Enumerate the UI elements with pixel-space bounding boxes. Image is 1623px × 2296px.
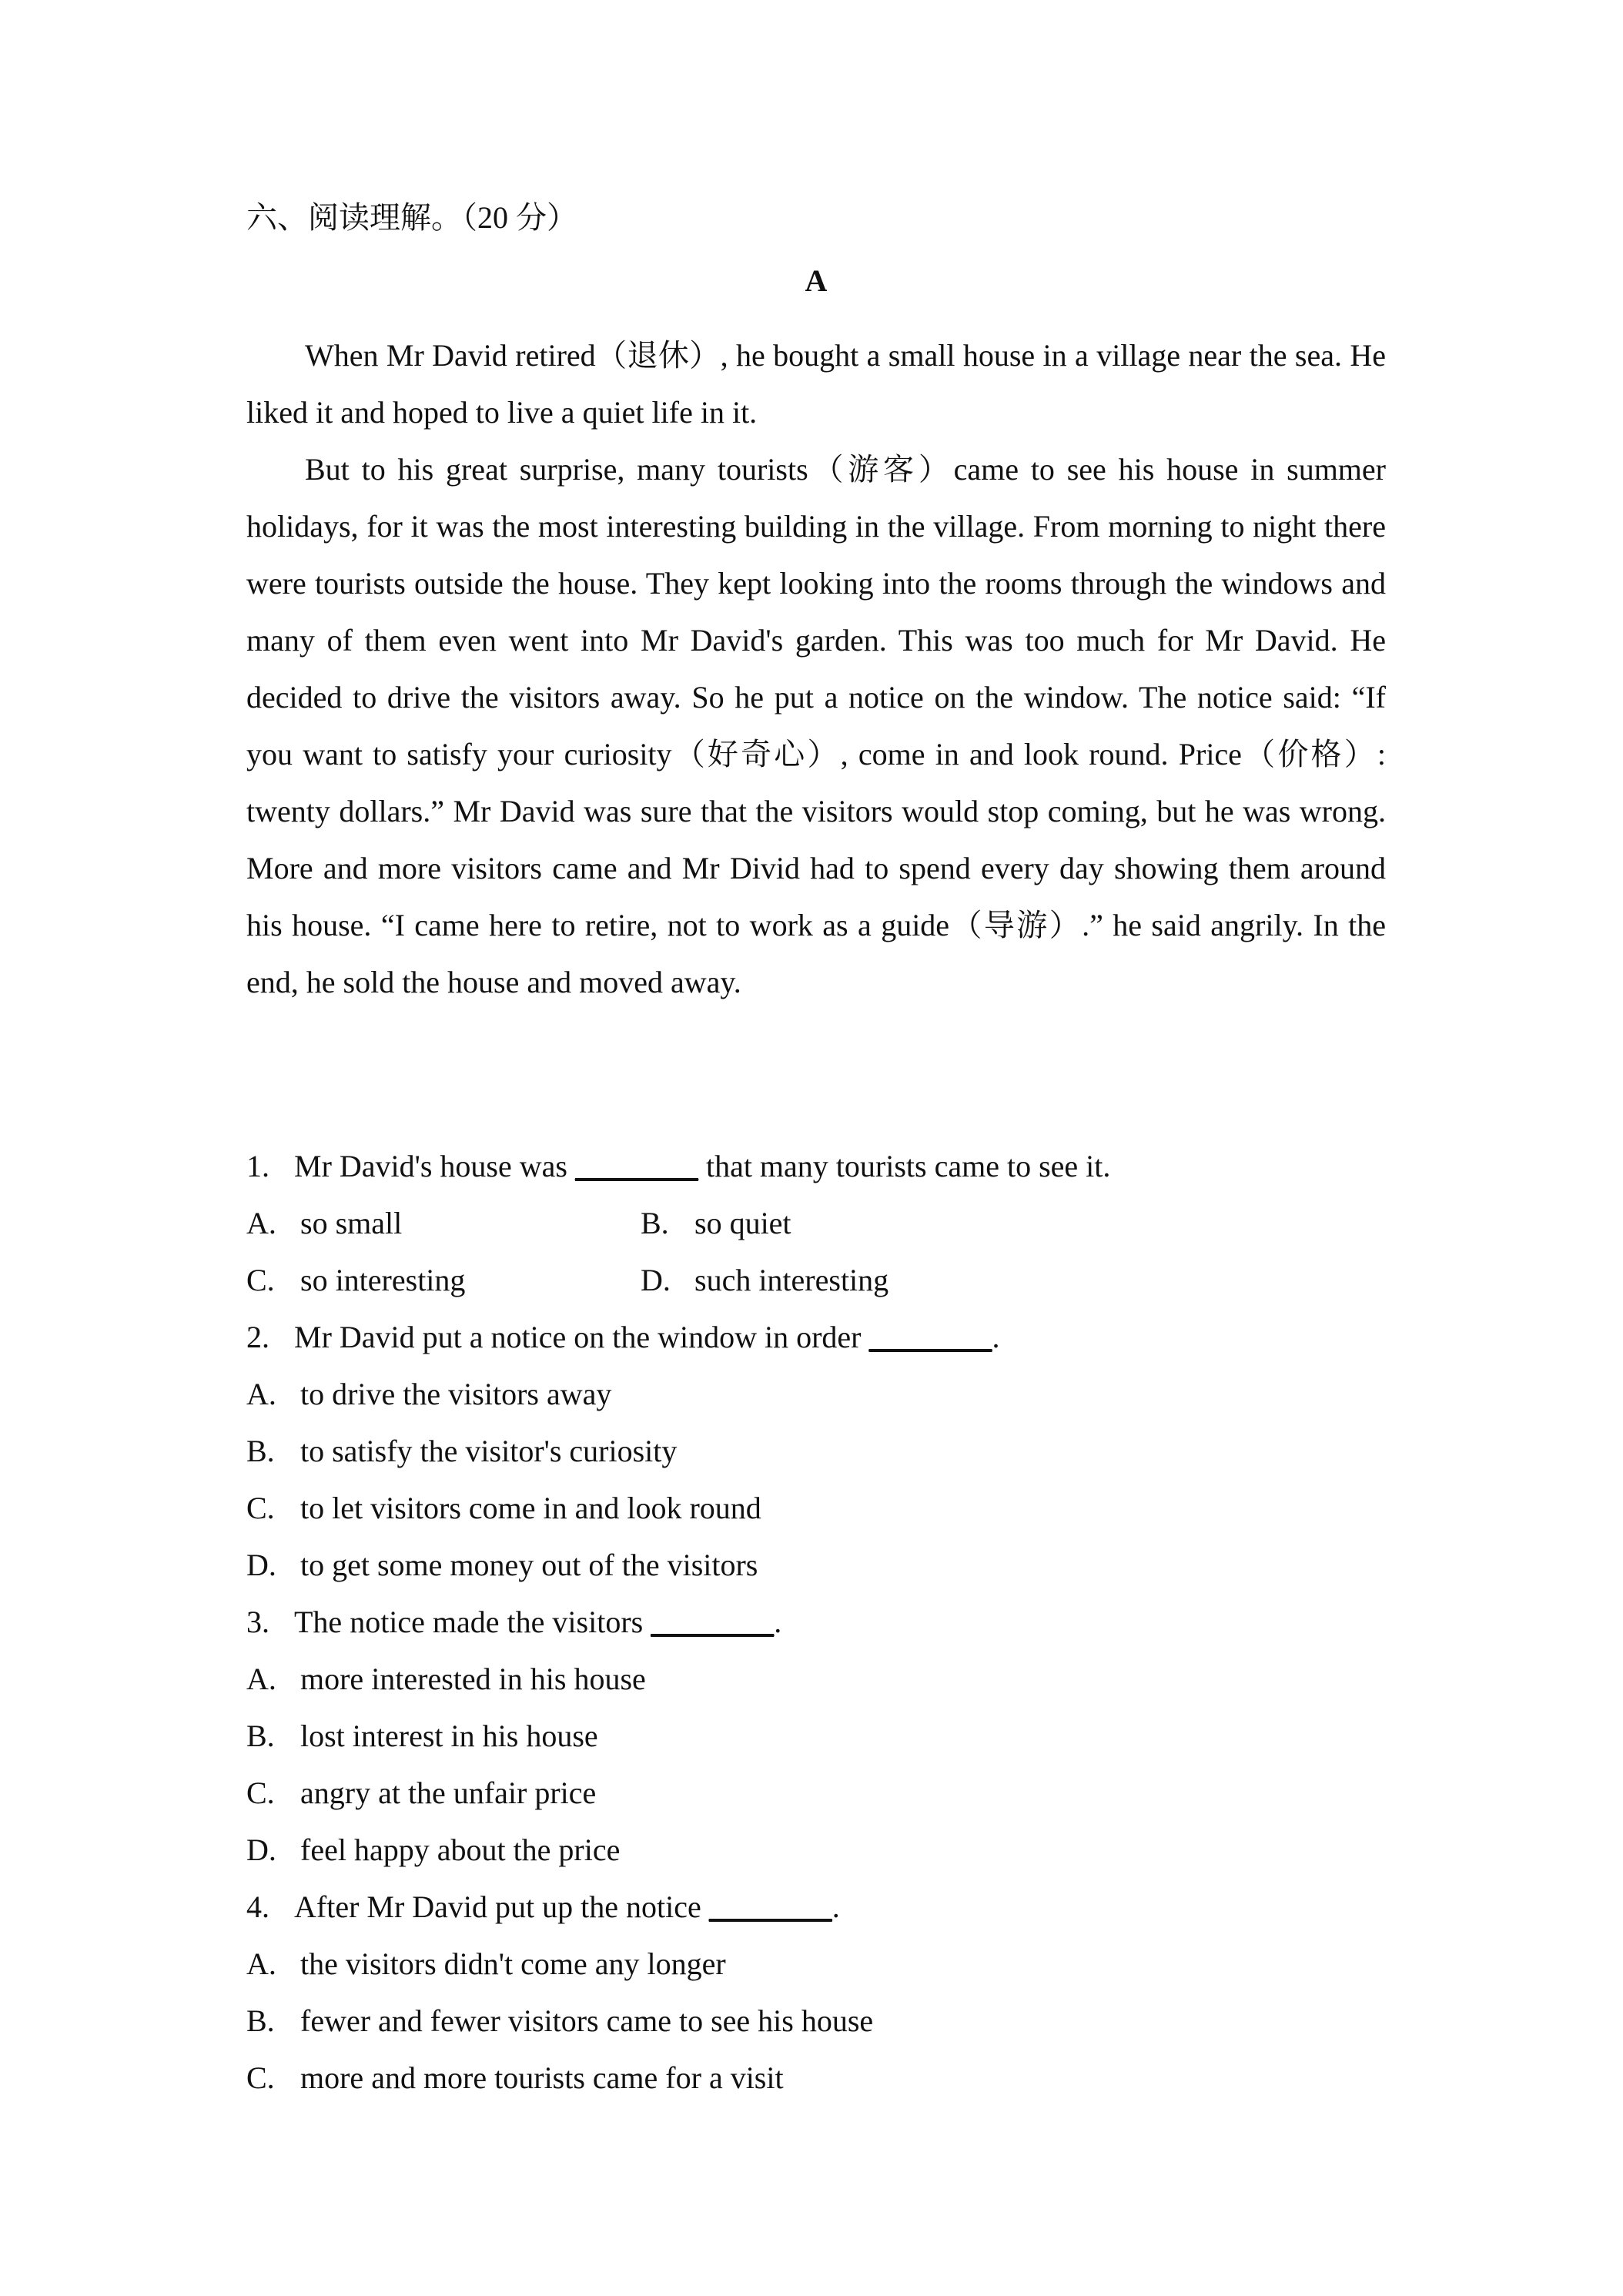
option-letter: D.: [246, 1832, 276, 1867]
section-title: 六、阅读理解。（20 分）: [246, 200, 577, 235]
answer-blank: ________: [651, 1605, 775, 1639]
question-text: The notice made the visitors: [294, 1605, 651, 1639]
question-stem: [246, 1879, 1386, 1936]
reading-passage: [246, 327, 1386, 1011]
question-number: 3.: [246, 1605, 269, 1639]
option-text: more interested in his house: [300, 1662, 646, 1696]
answer-option: [246, 1537, 1386, 1594]
question-text: .: [832, 1889, 840, 1924]
answer-option: [246, 1993, 1386, 2050]
option-letter: A.: [246, 1206, 276, 1240]
option-letter: C.: [246, 1263, 275, 1297]
answer-option: [246, 1936, 1386, 1993]
answer-option: [246, 1366, 1386, 1423]
option-text: lost interest in his house: [300, 1719, 598, 1753]
option-letter: A.: [246, 1946, 276, 1981]
option-text: more and more tourists came for a visit: [300, 2060, 784, 2095]
option-text: feel happy about the price: [300, 1832, 621, 1867]
option-row: [246, 1195, 1386, 1252]
answer-option: [246, 1651, 1386, 1708]
option-row: [246, 1252, 1386, 1309]
answer-option: [246, 1480, 1386, 1537]
answer-option: [246, 1252, 641, 1309]
option-text: fewer and fewer visitors came to see his house: [300, 2003, 874, 2038]
option-text: so quiet: [694, 1206, 791, 1240]
option-letter: C.: [246, 2060, 275, 2095]
option-letter: A.: [246, 1377, 276, 1411]
question-text: .: [774, 1605, 782, 1639]
passage-label: A: [805, 263, 828, 298]
option-text: to drive the visitors away: [300, 1377, 612, 1411]
question-stem: [246, 1138, 1386, 1195]
option-letter: D.: [246, 1548, 276, 1582]
answer-blank: ________: [708, 1889, 832, 1924]
question-stem: [246, 1594, 1386, 1651]
question-list: [246, 1138, 1386, 2107]
option-letter: A.: [246, 1662, 276, 1696]
question-text: that many tourists came to see it.: [698, 1149, 1111, 1183]
passage-paragraph: But to his great surprise, many tourists（游客）came to see his house in summer holidays, for it was the most interesting building in the village. From morning to night there were tourists outside the house. They kept looking into the rooms through the windows and many of them even went into Mr David's garden. This was too much for Mr David. He decided to drive the visitors away. So he put a notice on the window. The notice said: “If you want to satisfy your curiosity（好奇心）, come in and look round. Price（价格）: twenty dollars.” Mr David was sure that the visitors would stop coming, but he was wrong. More and more visitors came and Mr Divid had to spend every day showing them around his house. “I came here to retire, not to work as a guide（导游）.” he said angrily. In the end, he sold the house and moved away.: [246, 452, 1386, 999]
passage-paragraph: When Mr David retired（退休）, he bought a small house in a village near the sea. He liked it and hoped to live a quiet life in it.: [246, 338, 1386, 430]
question-number: 1.: [246, 1149, 269, 1183]
question-number: 4.: [246, 1889, 269, 1924]
answer-blank: ________: [868, 1320, 992, 1354]
question-text: Mr David put a notice on the window in order: [294, 1320, 869, 1354]
option-letter: B.: [246, 1434, 275, 1468]
answer-blank: ________: [574, 1149, 698, 1183]
answer-option: [246, 1765, 1386, 1822]
option-text: to satisfy the visitor's curiosity: [300, 1434, 678, 1468]
question-text: After Mr David put up the notice: [294, 1889, 709, 1924]
option-letter: B.: [246, 1719, 275, 1753]
option-letter: C.: [246, 1491, 275, 1525]
answer-option: [641, 1252, 888, 1309]
option-letter: D.: [641, 1263, 671, 1297]
option-text: so small: [300, 1206, 403, 1240]
answer-option: [641, 1195, 791, 1252]
answer-option: [246, 2050, 1386, 2107]
option-text: to get some money out of the visitors: [300, 1548, 758, 1582]
answer-option: [246, 1822, 1386, 1879]
option-letter: B.: [641, 1206, 669, 1240]
answer-option: [246, 1708, 1386, 1765]
option-text: angry at the unfair price: [300, 1776, 597, 1810]
question-number: 2.: [246, 1320, 269, 1354]
option-text: the visitors didn't come any longer: [300, 1946, 726, 1981]
option-letter: C.: [246, 1776, 275, 1810]
answer-option: [246, 1423, 1386, 1480]
question-stem: [246, 1309, 1386, 1366]
option-text: to let visitors come in and look round: [300, 1491, 761, 1525]
question-text: Mr David's house was: [294, 1149, 575, 1183]
option-text: such interesting: [694, 1263, 889, 1297]
answer-option: [246, 1195, 641, 1252]
option-text: so interesting: [300, 1263, 466, 1297]
option-letter: B.: [246, 2003, 275, 2038]
question-text: .: [992, 1320, 1000, 1354]
